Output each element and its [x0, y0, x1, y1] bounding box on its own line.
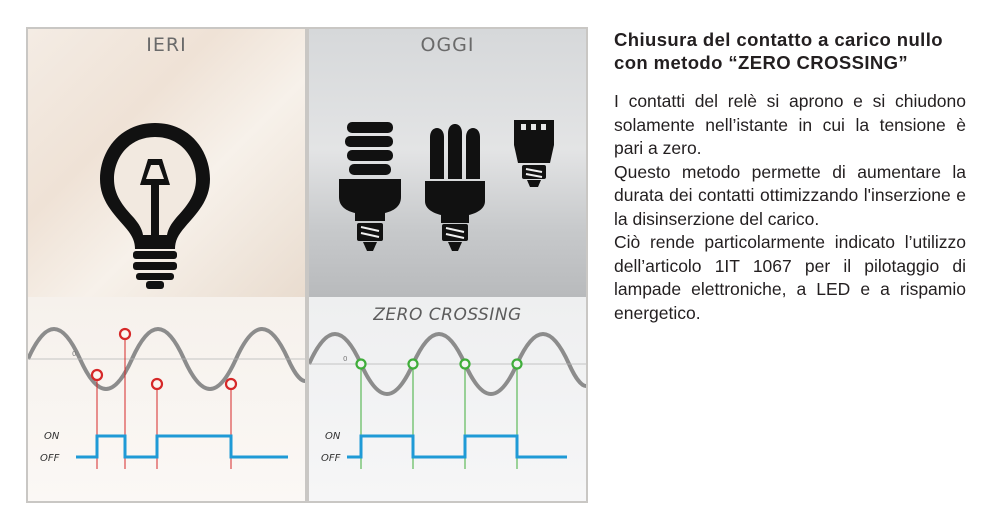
description-column	[614, 28, 966, 325]
on-label: ON	[325, 431, 341, 442]
tube-cfl-icon	[425, 124, 485, 251]
panel-title-ieri: IERI	[146, 34, 187, 56]
ieri-graphics	[28, 29, 305, 501]
off-label: OFF	[40, 453, 60, 464]
title-line-1: Chiusura del contatto a carico nullo	[614, 29, 943, 50]
section-title	[614, 28, 966, 74]
oggi-graphics	[309, 29, 586, 501]
paragraph-2: Questo metodo permette di aumentare la durata dei contatti ottimizzando l'inserzione e la disinserzione del carico.	[614, 161, 966, 229]
relay-signal	[76, 436, 288, 457]
zero-label: 0	[343, 355, 348, 363]
incandescent-bulb-icon	[100, 123, 210, 289]
title-line-2: con metodo “ZERO CROSSING”	[614, 52, 909, 73]
paragraph-1: I contatti del relè si aprono e si chiudono solamente nell’istante in cui la tensione è pari a zero.	[614, 91, 966, 158]
spiral-cfl-icon	[339, 122, 401, 251]
zero-label: 0	[72, 350, 77, 358]
random-switch-markers	[92, 329, 236, 469]
panel-ieri	[28, 29, 305, 501]
zero-crossing-markers	[357, 360, 522, 470]
off-label: OFF	[321, 453, 341, 464]
paragraph-3: Ciò rende particolarmente indicato l’utilizzo dell’articolo 1IT 1067 per il pilotaggio di lampade elettroniche, a LED e a rispamio energetico.	[614, 232, 966, 323]
panel-title-oggi: OGGI	[420, 34, 475, 56]
on-label: ON	[44, 431, 60, 442]
led-bulb-icon	[514, 120, 554, 187]
panel-oggi	[309, 29, 586, 501]
comparison-figure	[26, 27, 588, 503]
relay-signal	[347, 436, 567, 457]
zero-crossing-label: ZERO CROSSING	[373, 305, 522, 325]
